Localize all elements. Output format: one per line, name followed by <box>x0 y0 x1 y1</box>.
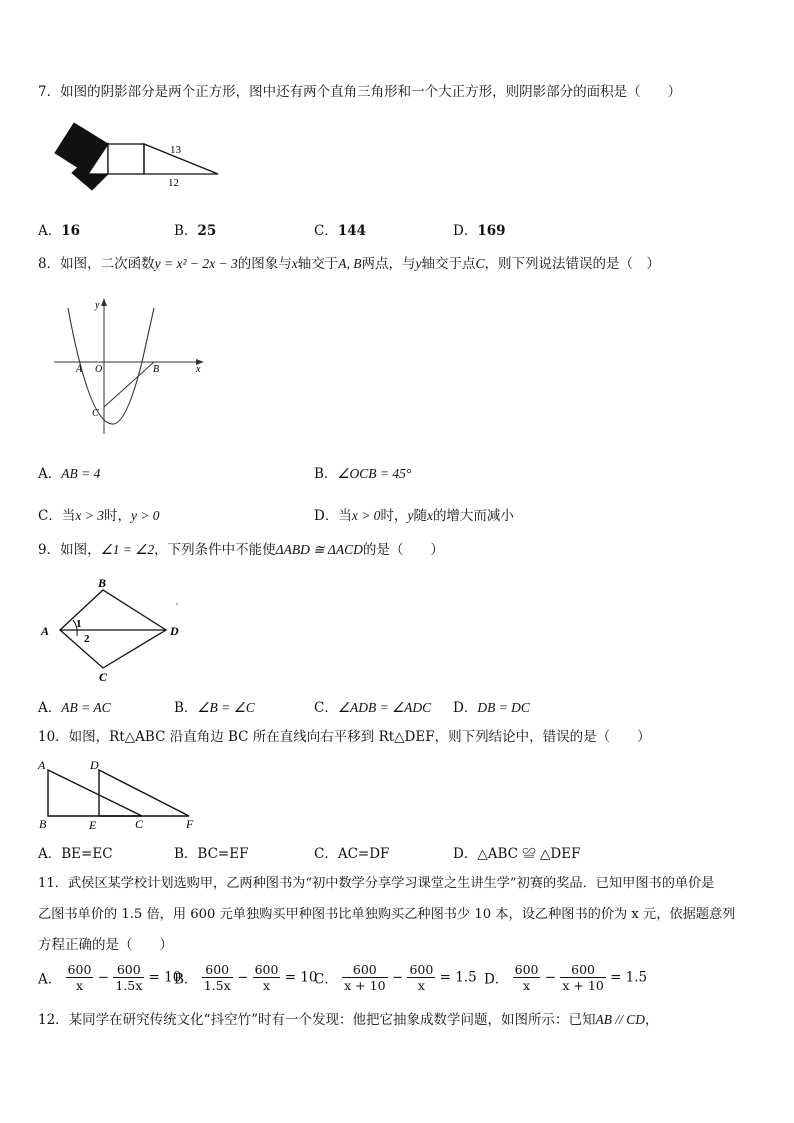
q10-label-c: C <box>135 817 144 831</box>
q7-option-d[interactable]: D．169 <box>453 223 506 239</box>
q10-stem: 10．如图，Rt△ABC 沿直角边 BC 所在直线向右平移到 Rt△DEF，则下列结论中，错误的是（ ） <box>38 729 651 745</box>
q10-label-d: D <box>90 758 99 772</box>
q10-label-f: F <box>186 817 194 831</box>
q7-label-13: 13 <box>170 144 181 156</box>
q8-figure <box>50 296 210 436</box>
q8-label-b: B <box>153 364 160 375</box>
q11-stem-line-2: 乙图书单价的 1.5 倍，用 600 元单独购买甲种图书比单独购买乙种图书少 10 本，设乙种图书的价为 x 元，依据题意列 <box>38 907 736 922</box>
q11-a-frac-2: $\frac{600}{1.5x}$ <box>115 962 143 993</box>
q10-label-e: E <box>89 818 97 831</box>
q11-option-c[interactable]: C． $\frac{600}{x + 10}$ − $\frac{600}{x}$ = 1.5 <box>314 962 477 993</box>
q8-segment-cb <box>104 362 154 407</box>
q9-option-d[interactable]: D．DB = DC <box>453 700 530 716</box>
q7-label-12: 12 <box>168 177 179 189</box>
q9-option-b[interactable]: B．∠B = ∠C <box>174 700 255 716</box>
q8-stem: 8．如图，二次函数y = x² − 2x − 3的图象与x轴交于A, B两点，与y轴交于点C，则下列说法错误的是（ ） <box>38 256 660 272</box>
q11-stem-line-1: 11．武侯区某学校计划选购甲，乙两种图书为“初中数学分享学习课堂之生讲生学”初赛的奖品．已知甲图书的单价是 <box>38 876 715 891</box>
q8-option-b[interactable]: B．∠OCB = 45° <box>314 466 412 482</box>
q9-label-1: 1 <box>76 618 82 630</box>
q11-c-frac-2: $\frac{600}{x}$ <box>409 962 434 993</box>
q8-option-a[interactable]: A．AB = 4 <box>38 466 101 482</box>
q8-label-y: y <box>95 300 100 311</box>
q7-stem: 7．如图的阴影部分是两个正方形，图中还有两个直角三角形和一个大正方形，则阴影部分的面积是（ ） <box>38 84 682 100</box>
q9-option-a[interactable]: A．AB = AC <box>38 700 111 716</box>
q9-label-2: 2 <box>84 633 90 645</box>
q11-d-frac-2: $\frac{600}{x + 10}$ <box>562 962 604 993</box>
q11-option-d[interactable]: D． $\frac{600}{x}$ − $\frac{600}{x + 10}$ = 1.5 <box>484 962 648 993</box>
q11-b-frac-1: $\frac{600}{1.5x}$ <box>203 962 231 993</box>
q8-label-a: A <box>76 364 83 375</box>
q10-triangle-abc <box>48 770 142 816</box>
q7-option-b[interactable]: B．25 <box>174 223 217 239</box>
q11-b-frac-2: $\frac{600}{x}$ <box>254 962 279 993</box>
q9-figure <box>36 574 196 684</box>
q12-stem: 12．某同学在研究传统文化“抖空竹”时有一个发现：他把它抽象成数学问题，如图所示：已知AB // CD， <box>38 1012 659 1028</box>
q7-figure <box>52 118 232 198</box>
q9-label-c: C <box>99 670 108 684</box>
q8-option-d[interactable]: D．当x > 0时，y随x的增大而减小 <box>314 508 514 524</box>
q9-label-a: A <box>41 624 50 638</box>
q8-option-c[interactable]: C．当x > 3时，y > 0 <box>38 508 160 524</box>
q8-label-c: C <box>92 408 99 419</box>
q11-a-frac-1: $\frac{600}{x}$ <box>67 962 92 993</box>
q9-label-d: D <box>170 624 179 638</box>
q8-label-x: x <box>196 364 201 375</box>
q8-label-o: O <box>95 364 103 375</box>
q7-option-a[interactable]: A．16 <box>38 223 81 239</box>
q9-stray-dot <box>176 603 178 605</box>
q10-option-c[interactable]: C．AC=DF <box>314 846 390 862</box>
q7-middle-square <box>108 144 144 174</box>
q10-option-b[interactable]: B．BC=EF <box>174 846 249 862</box>
q11-option-a[interactable]: A． $\frac{600}{x}$ − $\frac{600}{1.5x}$ = 10 <box>38 962 182 993</box>
q10-option-d[interactable]: D．△ABC ≌ △DEF <box>453 846 581 862</box>
q10-triangle-def <box>99 770 189 816</box>
q7-big-triangle <box>144 144 218 174</box>
q9-option-c[interactable]: C．∠ADB = ∠ADC <box>314 700 432 716</box>
q10-label-b: B <box>39 817 47 831</box>
q11-option-b[interactable]: B． $\frac{600}{1.5x}$ − $\frac{600}{x}$ = 10 <box>174 962 318 993</box>
q11-stem-line-3: 方程正确的是（ ） <box>38 937 173 953</box>
q10-label-a: A <box>38 758 46 772</box>
q7-option-c[interactable]: C．144 <box>314 223 367 239</box>
q9-stem: 9．如图，∠1 = ∠2，下列条件中不能使ΔABD ≅ ΔACD的是（ ） <box>38 542 444 558</box>
q9-label-b: B <box>98 576 107 590</box>
q11-c-frac-1: $\frac{600}{x + 10}$ <box>344 962 386 993</box>
q10-option-a[interactable]: A．BE=EC <box>38 846 113 862</box>
q10-figure <box>34 756 199 831</box>
q11-d-frac-1: $\frac{600}{x}$ <box>514 962 539 993</box>
